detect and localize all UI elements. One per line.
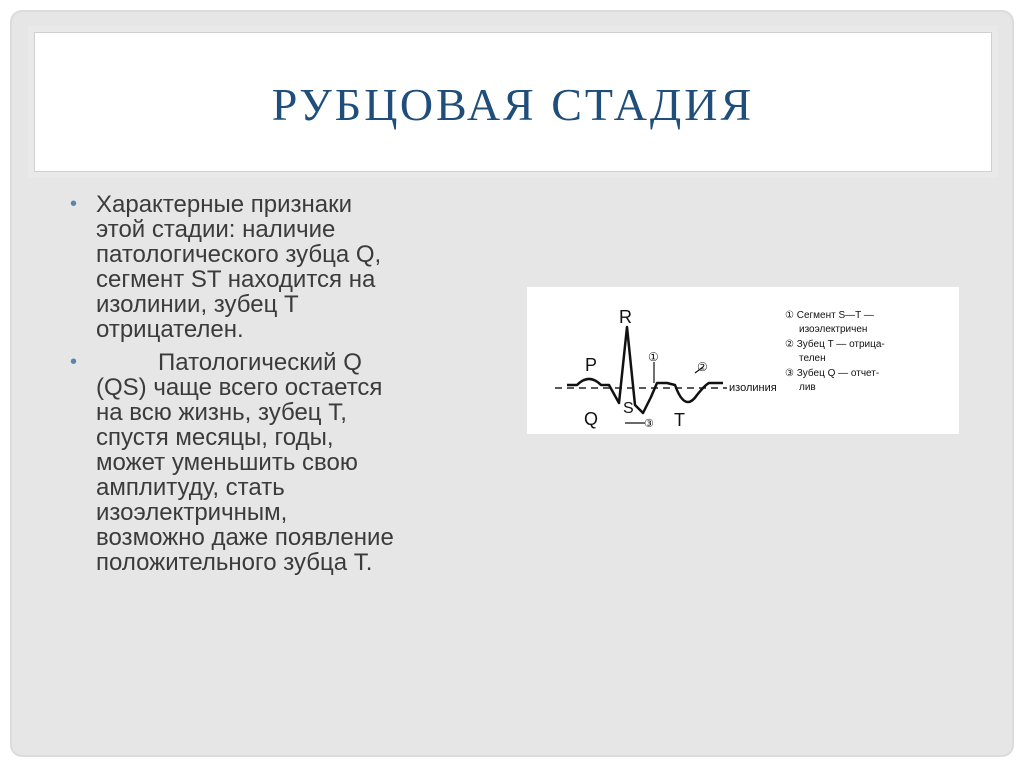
- bullet-line: возможно даже появление: [96, 524, 394, 551]
- bullet-line: сегмент ST находится на: [96, 266, 376, 293]
- bullet-line: амплитуду, стать: [96, 474, 285, 501]
- bullet-line: Характерные признаки: [96, 191, 353, 218]
- bullet-item: [70, 192, 500, 342]
- bullet-line: спустя месяцы, годы,: [96, 424, 334, 451]
- marker-2-icon: ②: [697, 360, 708, 374]
- bullet-line: положительного зубца Т.: [96, 549, 373, 576]
- slide-body: [70, 192, 500, 583]
- slide-title: РУБЦОВАЯ СТАДИЯ: [271, 78, 755, 130]
- q-wave-label: Q: [584, 409, 599, 429]
- ecg-diagram-image: [527, 287, 959, 434]
- t-wave-label: T: [674, 410, 685, 430]
- marker-3-icon: ③: [644, 418, 654, 430]
- bullet-line: Патологический Q: [158, 349, 362, 376]
- bullet-line: изолинии, зубец T: [96, 291, 299, 318]
- legend-line: телен: [799, 353, 826, 364]
- bullet-line: может уменьшить свою: [96, 449, 358, 476]
- bullet-dot-icon: •: [70, 351, 78, 373]
- bullet-line: этой стадии: наличие: [96, 216, 336, 243]
- legend-line: ③ Зубец Q — отчет-: [785, 368, 880, 379]
- isoline-label: изолиния: [729, 382, 777, 394]
- p-wave-label: P: [585, 355, 598, 375]
- bullet-line: изоэлектричным,: [96, 499, 288, 526]
- bullet-item: [70, 350, 500, 575]
- bullet-line: патологического зубца Q,: [96, 241, 382, 268]
- r-wave-label: R: [619, 307, 632, 327]
- title-box: [34, 32, 992, 172]
- legend-line: изоэлектричен: [799, 324, 868, 335]
- legend-line: лив: [799, 382, 816, 393]
- bullet-line: (QS) чаще всего остается: [96, 374, 383, 401]
- bullet-dot-icon: •: [70, 193, 78, 215]
- ecg-diagram-svg: [527, 287, 959, 434]
- legend-line: ② Зубец T — отрица-: [785, 339, 885, 350]
- s-wave-label: S: [623, 400, 634, 417]
- marker-1-icon: ①: [648, 350, 659, 364]
- bullet-line: отрицателен.: [96, 316, 244, 343]
- bullet-line: на всю жизнь, зубец T,: [96, 399, 347, 426]
- legend-line: ① Сегмент S—T —: [785, 310, 874, 321]
- bullet-line-first: [96, 350, 500, 375]
